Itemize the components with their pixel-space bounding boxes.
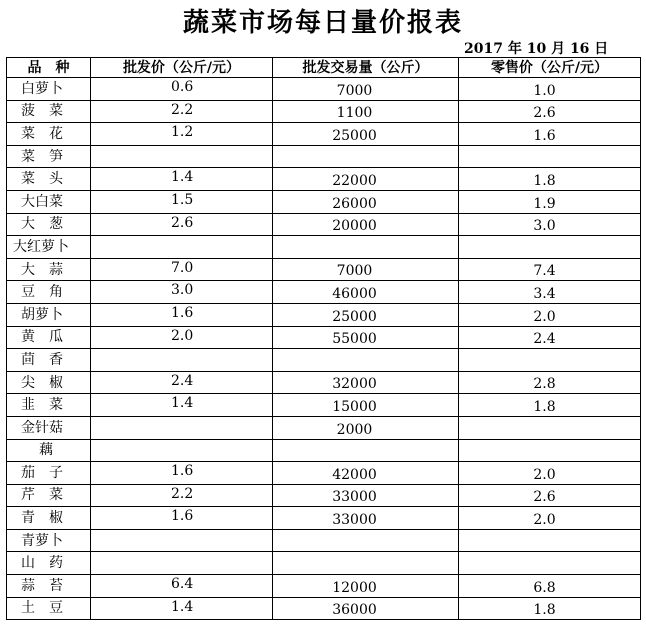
cell-variety: 韭 菜 bbox=[7, 394, 91, 417]
cell-retail-price: 2.0 bbox=[459, 303, 641, 326]
cell-retail-price: 2.0 bbox=[459, 462, 641, 485]
cell-volume bbox=[273, 529, 459, 552]
cell-variety: 菜 头 bbox=[7, 168, 91, 191]
cell-volume: 32000 bbox=[273, 371, 459, 394]
cell-retail-price: 7.4 bbox=[459, 258, 641, 281]
cell-volume: 2000 bbox=[273, 416, 459, 439]
cell-retail-price bbox=[459, 529, 641, 552]
cell-wholesale-price: 1.2 bbox=[91, 123, 273, 146]
cell-variety: 茄 子 bbox=[7, 462, 91, 485]
table-row bbox=[7, 462, 641, 485]
cell-volume: 25000 bbox=[273, 303, 459, 326]
table-row bbox=[7, 484, 641, 507]
cell-wholesale-price: 1.6 bbox=[91, 507, 273, 530]
cell-volume: 33000 bbox=[273, 484, 459, 507]
cell-variety: 菜 花 bbox=[7, 123, 91, 146]
table-row bbox=[7, 281, 641, 304]
cell-retail-price bbox=[459, 552, 641, 575]
cell-variety: 菜 笋 bbox=[7, 145, 91, 168]
cell-retail-price: 2.4 bbox=[459, 326, 641, 349]
table-row bbox=[7, 507, 641, 530]
cell-variety: 菠 菜 bbox=[7, 100, 91, 123]
cell-retail-price: 2.8 bbox=[459, 371, 641, 394]
table-row bbox=[7, 145, 641, 168]
cell-variety: 大 蒜 bbox=[7, 258, 91, 281]
cell-retail-price: 2.0 bbox=[459, 507, 641, 530]
table-header-row bbox=[7, 58, 641, 78]
cell-volume: 26000 bbox=[273, 190, 459, 213]
table-row bbox=[7, 394, 641, 417]
cell-retail-price: 1.0 bbox=[459, 78, 641, 101]
cell-retail-price: 3.0 bbox=[459, 213, 641, 236]
table-row bbox=[7, 123, 641, 146]
cell-volume: 22000 bbox=[273, 168, 459, 191]
cell-retail-price: 2.6 bbox=[459, 100, 641, 123]
cell-wholesale-price bbox=[91, 145, 273, 168]
cell-variety: 大白菜 bbox=[7, 190, 91, 213]
cell-wholesale-price bbox=[91, 439, 273, 462]
cell-variety: 山 药 bbox=[7, 552, 91, 575]
cell-wholesale-price bbox=[91, 236, 273, 259]
cell-variety: 茴 香 bbox=[7, 349, 91, 372]
table-row bbox=[7, 168, 641, 191]
cell-retail-price bbox=[459, 145, 641, 168]
cell-volume: 7000 bbox=[273, 258, 459, 281]
cell-variety: 尖 椒 bbox=[7, 371, 91, 394]
cell-variety: 白萝卜 bbox=[7, 78, 91, 101]
cell-volume: 33000 bbox=[273, 507, 459, 530]
cell-volume bbox=[273, 145, 459, 168]
cell-variety: 青萝卜 bbox=[7, 529, 91, 552]
table-row bbox=[7, 349, 641, 372]
cell-wholesale-price: 3.0 bbox=[91, 281, 273, 304]
cell-volume bbox=[273, 236, 459, 259]
cell-volume: 20000 bbox=[273, 213, 459, 236]
table-row bbox=[7, 529, 641, 552]
cell-variety: 胡萝卜 bbox=[7, 303, 91, 326]
cell-volume bbox=[273, 349, 459, 372]
table-row bbox=[7, 439, 641, 462]
cell-retail-price: 1.6 bbox=[459, 123, 641, 146]
cell-retail-price bbox=[459, 236, 641, 259]
cell-variety: 豆 角 bbox=[7, 281, 91, 304]
cell-wholesale-price: 2.4 bbox=[91, 371, 273, 394]
cell-variety: 蒜 苔 bbox=[7, 575, 91, 598]
table-row bbox=[7, 213, 641, 236]
cell-variety: 金针菇 bbox=[7, 416, 91, 439]
cell-volume: 7000 bbox=[273, 78, 459, 101]
cell-variety: 大 葱 bbox=[7, 213, 91, 236]
header-retail-price: 零售价（公斤/元） bbox=[459, 58, 641, 78]
cell-wholesale-price: 1.4 bbox=[91, 597, 273, 620]
cell-wholesale-price: 1.4 bbox=[91, 394, 273, 417]
cell-retail-price: 1.8 bbox=[459, 168, 641, 191]
cell-volume: 36000 bbox=[273, 597, 459, 620]
cell-wholesale-price: 1.4 bbox=[91, 168, 273, 191]
cell-wholesale-price: 2.2 bbox=[91, 100, 273, 123]
cell-variety: 藕 bbox=[7, 439, 91, 462]
price-table bbox=[6, 57, 641, 620]
table-row bbox=[7, 416, 641, 439]
cell-volume: 12000 bbox=[273, 575, 459, 598]
cell-variety: 青 椒 bbox=[7, 507, 91, 530]
cell-wholesale-price: 1.6 bbox=[91, 303, 273, 326]
cell-retail-price: 1.9 bbox=[459, 190, 641, 213]
cell-wholesale-price bbox=[91, 529, 273, 552]
cell-wholesale-price: 1.5 bbox=[91, 190, 273, 213]
cell-wholesale-price: 7.0 bbox=[91, 258, 273, 281]
cell-wholesale-price: 1.6 bbox=[91, 462, 273, 485]
cell-retail-price bbox=[459, 349, 641, 372]
cell-retail-price: 2.6 bbox=[459, 484, 641, 507]
cell-wholesale-price: 0.6 bbox=[91, 78, 273, 101]
cell-retail-price bbox=[459, 439, 641, 462]
table-row bbox=[7, 552, 641, 575]
cell-retail-price: 1.8 bbox=[459, 394, 641, 417]
header-variety: 品 种 bbox=[7, 58, 91, 78]
table-row bbox=[7, 575, 641, 598]
table-row bbox=[7, 100, 641, 123]
table-row bbox=[7, 258, 641, 281]
cell-volume: 55000 bbox=[273, 326, 459, 349]
cell-volume bbox=[273, 552, 459, 575]
table-row bbox=[7, 326, 641, 349]
cell-variety: 黄 瓜 bbox=[7, 326, 91, 349]
cell-variety: 芹 菜 bbox=[7, 484, 91, 507]
header-volume: 批发交易量（公斤） bbox=[273, 58, 459, 78]
cell-volume bbox=[273, 439, 459, 462]
report-title: 蔬菜市场每日量价报表 bbox=[182, 8, 463, 38]
table-row bbox=[7, 236, 641, 259]
header-wholesale-price: 批发价（公斤/元） bbox=[91, 58, 273, 78]
cell-wholesale-price: 2.2 bbox=[91, 484, 273, 507]
report-date: 2017 年 10 月 16 日 bbox=[464, 41, 609, 57]
cell-wholesale-price: 6.4 bbox=[91, 575, 273, 598]
cell-wholesale-price: 2.0 bbox=[91, 326, 273, 349]
cell-variety: 大红萝卜 bbox=[7, 236, 91, 259]
cell-wholesale-price bbox=[91, 349, 273, 372]
cell-retail-price: 1.8 bbox=[459, 597, 641, 620]
cell-retail-price: 3.4 bbox=[459, 281, 641, 304]
cell-volume: 46000 bbox=[273, 281, 459, 304]
cell-retail-price: 6.8 bbox=[459, 575, 641, 598]
cell-volume: 15000 bbox=[273, 394, 459, 417]
table-row bbox=[7, 597, 641, 620]
table-row bbox=[7, 303, 641, 326]
cell-volume: 1100 bbox=[273, 100, 459, 123]
cell-volume: 25000 bbox=[273, 123, 459, 146]
cell-variety: 土 豆 bbox=[7, 597, 91, 620]
cell-volume: 42000 bbox=[273, 462, 459, 485]
cell-wholesale-price bbox=[91, 552, 273, 575]
cell-wholesale-price bbox=[91, 416, 273, 439]
cell-retail-price bbox=[459, 416, 641, 439]
table-row bbox=[7, 371, 641, 394]
table-row bbox=[7, 78, 641, 101]
table-row bbox=[7, 190, 641, 213]
cell-wholesale-price: 2.6 bbox=[91, 213, 273, 236]
